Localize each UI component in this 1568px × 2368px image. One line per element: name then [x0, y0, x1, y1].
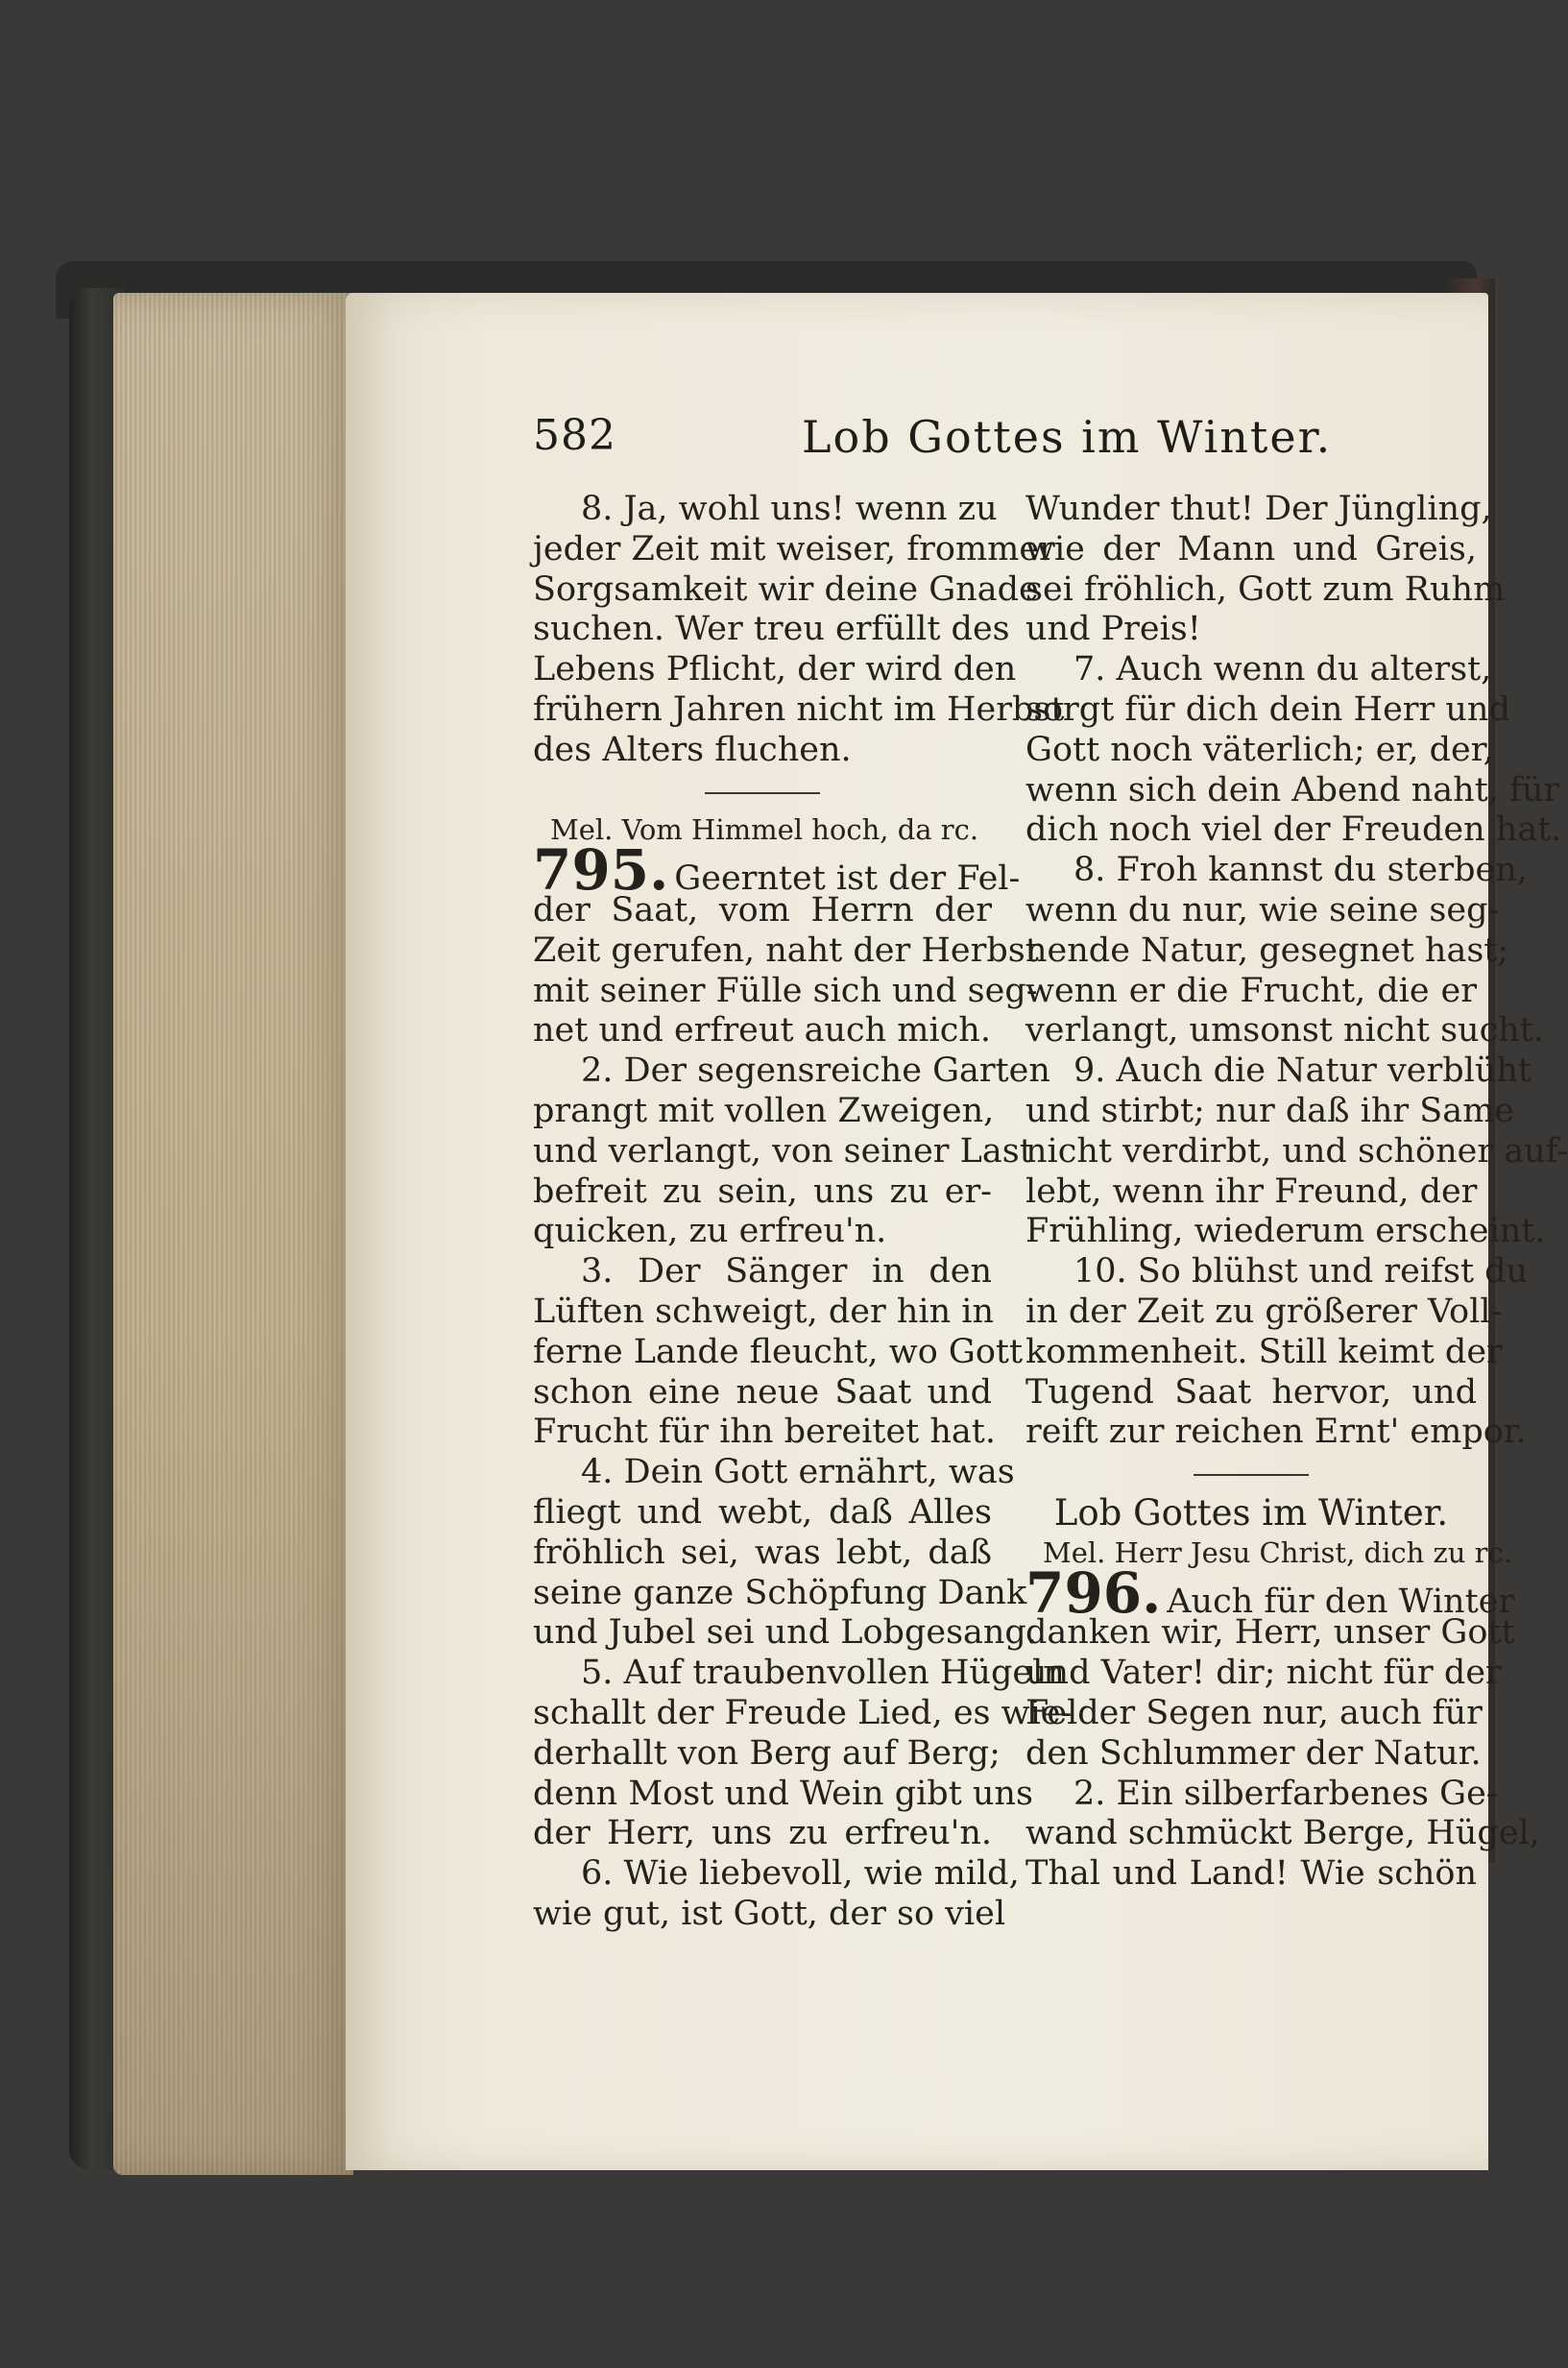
section-title: Lob Gottes im Winter. [1053, 1491, 1449, 1534]
text-line: und Vater! dir; nicht für der [1025, 1654, 1502, 1693]
text-line: und Jubel sei und Lobgesang. [533, 1613, 1037, 1653]
text-line: befreit zu sein, uns zu er- [533, 1172, 992, 1211]
hymn-number: 795. [533, 837, 669, 904]
text-line: Thal und Land! Wie schön [1025, 1854, 1477, 1894]
text-line: kommenheit. Still keimt der [1025, 1332, 1503, 1371]
left-text-column [533, 490, 1073, 1935]
text-line: suchen. Wer treu erfüllt des [533, 610, 1010, 649]
text-line: reift zur reichen Ernt' empor. [1025, 1413, 1527, 1452]
text-line: dich noch viel der Freuden hat. [1025, 810, 1562, 850]
text-line: schon eine neue Saat und [533, 1372, 992, 1412]
verse-start-line: 8. Froh kannst du sterben, [1073, 851, 1528, 890]
text-line: sei fröhlich, Gott zum Ruhm [1025, 569, 1506, 609]
text-line: Felder Segen nur, auch für [1025, 1693, 1483, 1732]
text-line: Lüften schweigt, der hin in [533, 1292, 994, 1331]
verse-start-line: 5. Auf traubenvollen Hügeln [581, 1654, 1065, 1693]
text-line: Wunder thut! Der Jüngling, [1025, 490, 1492, 528]
right-text-column [1025, 490, 1568, 1895]
verse-start-line: 2. Ein silberfarbenes Ge- [1073, 1774, 1498, 1813]
text-line: der Herr, uns zu erfreu'n. [533, 1814, 992, 1853]
text-line: wenn er die Frucht, die er [1025, 971, 1477, 1010]
text-line: prangt mit vollen Zweigen, [533, 1091, 995, 1130]
text-line: Sorgsamkeit wir deine Gnade [533, 569, 1039, 609]
melody-line: Mel. Herr Jesu Christ, dich zu rc. [1043, 1535, 1512, 1569]
verse-start-line: 6. Wie liebevoll, wie mild, [581, 1854, 1020, 1894]
text-line: verlangt, umsonst nicht sucht. [1025, 1011, 1544, 1051]
verse-start-line: 3. Der Sänger in den [581, 1252, 992, 1292]
text-line: fröhlich sei, was lebt, daß [533, 1533, 992, 1572]
text-line: sorgt für dich dein Herr und [1025, 689, 1510, 729]
text-line: ferne Lande fleucht, wo Gott [533, 1332, 1024, 1371]
text-line: und stirbt; nur daß ihr Same [1025, 1091, 1515, 1130]
section-rule [533, 771, 992, 811]
text-line: net und erfreut auch mich. [533, 1011, 991, 1051]
text-line: mit seiner Fülle sich und seg- [533, 971, 1038, 1010]
text-line: der Saat, vom Herrn der [533, 890, 992, 930]
text-line: Frühling, wiederum erscheint. [1025, 1212, 1546, 1251]
text-line: frühern Jahren nicht im Herbst [533, 689, 1065, 729]
text-line: fliegt und webt, daß Alles [533, 1492, 992, 1532]
text-line: in der Zeit zu größerer Voll- [1025, 1292, 1503, 1331]
text-line: seine ganze Schöpfung Dank [533, 1573, 1027, 1612]
text-line: und verlangt, von seiner Last [533, 1131, 1033, 1171]
text-line: wie der Mann und Greis, [1025, 529, 1477, 568]
hymn-text: Auch für den Winter [1167, 1582, 1515, 1621]
page-number: 582 [533, 411, 616, 460]
verse-start-line: 9. Auch die Natur verblüht [1073, 1051, 1532, 1091]
text-line: derhallt von Berg auf Berg; [533, 1733, 1001, 1773]
text-line: wand schmückt Berge, Hügel, [1025, 1814, 1540, 1853]
text-line: Lebens Pflicht, der wird den [533, 650, 1017, 689]
verse-start-line: 7. Auch wenn du alterst, [1073, 650, 1492, 689]
page-edges-shadow [113, 293, 353, 2175]
hymn-first-line [1025, 1559, 1515, 1626]
verse-start-line: 2. Der segensreiche Garten [581, 1051, 1050, 1091]
text-line: wenn sich dein Abend naht, für [1025, 770, 1560, 809]
verse-start-line: 10. So blühst und reifst du [1073, 1252, 1529, 1292]
hymn-number: 796. [1025, 1559, 1162, 1626]
text-line: denn Most und Wein gibt uns [533, 1774, 1033, 1813]
text-line: den Schlummer der Natur. [1025, 1733, 1482, 1773]
text-line: Tugend Saat hervor, und [1025, 1372, 1477, 1412]
text-line: wenn du nur, wie seine seg- [1025, 890, 1500, 930]
text-line: Frucht für ihn bereitet hat. [533, 1413, 996, 1452]
text-line: Gott noch väterlich; er, der, [1025, 730, 1494, 769]
text-line: und Preis! [1025, 610, 1201, 649]
text-line: lebt, wenn ihr Freund, der [1025, 1172, 1478, 1211]
verse-start-line: 8. Ja, wohl uns! wenn zu [581, 490, 998, 528]
text-line: nende Natur, gesegnet hast; [1025, 930, 1509, 970]
section-rule [1025, 1453, 1477, 1493]
text-line: quicken, zu erfreu'n. [533, 1212, 887, 1251]
text-line: schallt der Freude Lied, es wie- [533, 1693, 1073, 1732]
melody-line: Mel. Vom Himmel hoch, da rc. [550, 813, 979, 847]
text-line: jeder Zeit mit weiser, frommer [533, 529, 1055, 568]
text-line: Zeit gerufen, naht der Herbst [533, 930, 1039, 970]
text-line: nicht verdirbt, und schöner auf- [1025, 1131, 1568, 1171]
hymn-text: Geerntet ist der Fel- [674, 859, 1021, 899]
running-head-title: Lob Gottes im Winter. [802, 411, 1333, 463]
text-line: des Alters fluchen. [533, 730, 852, 769]
text-line: danken wir, Herr, unser Gott [1025, 1613, 1515, 1653]
hymn-first-line [533, 837, 1021, 904]
text-line: wie gut, ist Gott, der so viel [533, 1894, 1006, 1933]
verse-start-line: 4. Dein Gott ernährt, was [581, 1453, 1015, 1492]
